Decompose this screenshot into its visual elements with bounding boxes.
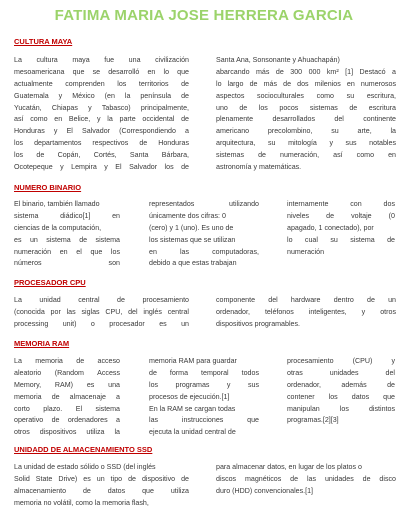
- text-line: discos magnéticos de las unidades de disco: [216, 474, 396, 483]
- text-line: números son: [14, 259, 120, 268]
- text-line: ordenador, teléfonos inteligentes, y otros: [216, 307, 396, 316]
- text-line: lo largo de más de dos milenios en numerosos: [216, 79, 396, 88]
- text-line: Santa Ana, Sonsonante y Ahuachapán): [216, 56, 340, 64]
- text-line: componente del hardware dentro de un: [216, 296, 396, 304]
- text-line: los departamentos respectivos de Honduras: [14, 139, 189, 148]
- text-line: memoria de almacenaje a: [14, 392, 120, 401]
- text-line: lo cual su sistema de: [287, 235, 395, 244]
- text-line: aleatorio (Random Access: [14, 368, 120, 377]
- text-line: processing unit) o procesador es un: [14, 319, 189, 328]
- text-line: memoria no volátil, como la memoria flash,: [14, 498, 149, 507]
- heading-unidad-ssd: UNIDADD DE ALMACENAMIENTO SSD: [14, 445, 153, 454]
- text-line: en las computadoras,: [149, 247, 259, 256]
- procesador-cpu-column-2: [216, 295, 396, 331]
- text-line: Honduras y El Salvador (Correspondiendo a: [14, 127, 189, 136]
- text-line: programas.[2][3]: [287, 416, 339, 425]
- heading-procesador-cpu: PROCESADOR CPU: [14, 278, 86, 287]
- text-line: La unidad central de procesamiento: [14, 296, 189, 304]
- text-line: dispositivos programables.: [216, 319, 300, 328]
- text-line: otras unidades del: [287, 368, 395, 377]
- text-line: de forma temporal todos: [149, 368, 259, 377]
- procesador-cpu-column-1: [14, 295, 189, 331]
- text-line: actualmente comprenden los territorios de: [14, 79, 189, 88]
- text-line: manipulan los distintos: [287, 404, 395, 413]
- numero-binario-column-1: [14, 199, 120, 270]
- text-line: los programas y sus: [149, 380, 259, 389]
- text-line: sistemas de numeración, así como en: [216, 151, 396, 160]
- text-line: plenamente desarrollados del continente: [216, 115, 396, 124]
- text-line: Ocotepeque y Lempira y El Salvador los de: [14, 163, 189, 172]
- text-line: debido a que estas trabajan: [149, 259, 237, 268]
- text-line: El binario, también llamado: [14, 200, 100, 208]
- memoria-ram-column-3: [287, 356, 395, 427]
- unidad-ssd-column-2: [216, 462, 396, 498]
- text-line: internamente con dos: [287, 200, 395, 208]
- text-line: Solid State Drive) es un tipo de dispositivo de: [14, 474, 189, 483]
- text-line: almacenamiento de datos que utiliza: [14, 486, 189, 495]
- text-line: duro (HDD) convencionales.[1]: [216, 486, 313, 495]
- cultura-maya-column-2: [216, 55, 396, 174]
- text-line: así como en Belice, y la parte occidental de: [14, 115, 189, 124]
- text-line: astronomía y matemáticas.: [216, 163, 302, 172]
- text-line: uno de los pocos sistemas de escritura: [216, 103, 396, 112]
- text-line: es un sistema de sistema: [14, 235, 120, 244]
- text-line: arquitectura, su mitología y sus notables: [216, 139, 396, 148]
- text-line: abarcando más de 300 000 km² [1] Destacó a: [216, 67, 396, 76]
- text-line: La unidad de estado sólido o SSD (del inglés: [14, 463, 156, 471]
- text-line: los de Copán, Cortés, Santa Bárbara,: [14, 151, 189, 160]
- text-line: Memory, RAM) es una: [14, 380, 120, 389]
- text-line: para almacenar datos, en lugar de los platos o: [216, 463, 362, 471]
- text-line: otros dispositivos utiliza la: [14, 428, 120, 437]
- text-line: numeración: [287, 247, 325, 256]
- text-line: apagado, 1 conectado), por: [287, 223, 374, 232]
- cultura-maya-column-1: [14, 55, 189, 174]
- text-line: americano precolombino, su arte, la: [216, 127, 396, 136]
- text-line: los sistemas que se utilizan: [149, 235, 236, 244]
- text-line: operativo de ordenadores a: [14, 416, 120, 425]
- text-line: La memoria de acceso: [14, 357, 120, 365]
- text-line: únicamente dos cifras: 0: [149, 211, 226, 220]
- text-line: sistema diádico[1] en: [14, 211, 120, 220]
- text-line: procesos de ejecución.[1]: [149, 392, 230, 401]
- memoria-ram-column-1: [14, 356, 120, 439]
- text-line: procesamiento (CPU) y: [287, 357, 395, 365]
- heading-numero-binario: NUMERO BINARIO: [14, 183, 82, 192]
- memoria-ram-column-2: [149, 356, 259, 439]
- text-line: contener los datos que: [287, 392, 395, 401]
- numero-binario-column-3: [287, 199, 395, 258]
- text-line: ordenador, además de: [287, 380, 395, 389]
- text-line: mesoamericana que se desarrolló en lo que: [14, 67, 189, 76]
- text-line: La cultura maya fue una civilización: [14, 56, 189, 64]
- text-line: (conocida por las siglas CPU, del inglés central: [14, 307, 189, 316]
- text-line: memoria RAM para guardar: [149, 357, 237, 365]
- text-line: (cero) y 1 (uno). Es uno de: [149, 223, 234, 232]
- text-line: aspectos socioculturales como su escritura,: [216, 91, 396, 100]
- text-line: numeración en el que los: [14, 247, 120, 256]
- heading-cultura-maya: CULTURA MAYA: [14, 37, 73, 46]
- unidad-ssd-column-1: [14, 462, 189, 510]
- text-line: niveles de voltaje (0: [287, 211, 395, 220]
- text-line: Yucatán, Chiapas y Tabasco) principalmente,: [14, 103, 189, 112]
- text-line: las instrucciones que: [149, 416, 259, 425]
- text-line: corto plazo. El sistema: [14, 404, 120, 413]
- numero-binario-column-2: [149, 199, 259, 270]
- text-line: ejecuta la unidad central de: [149, 428, 236, 437]
- text-line: En la RAM se cargan todas: [149, 404, 236, 413]
- document-title: FATIMA MARIA JOSE HERRERA GARCIA: [54, 7, 354, 24]
- text-line: ciencias de la computación,: [14, 223, 102, 232]
- text-line: Guatemala y México (en la península de: [14, 91, 189, 100]
- text-line: representados utilizando: [149, 200, 259, 208]
- heading-memoria-ram: MEMORIA RAM: [14, 339, 70, 348]
